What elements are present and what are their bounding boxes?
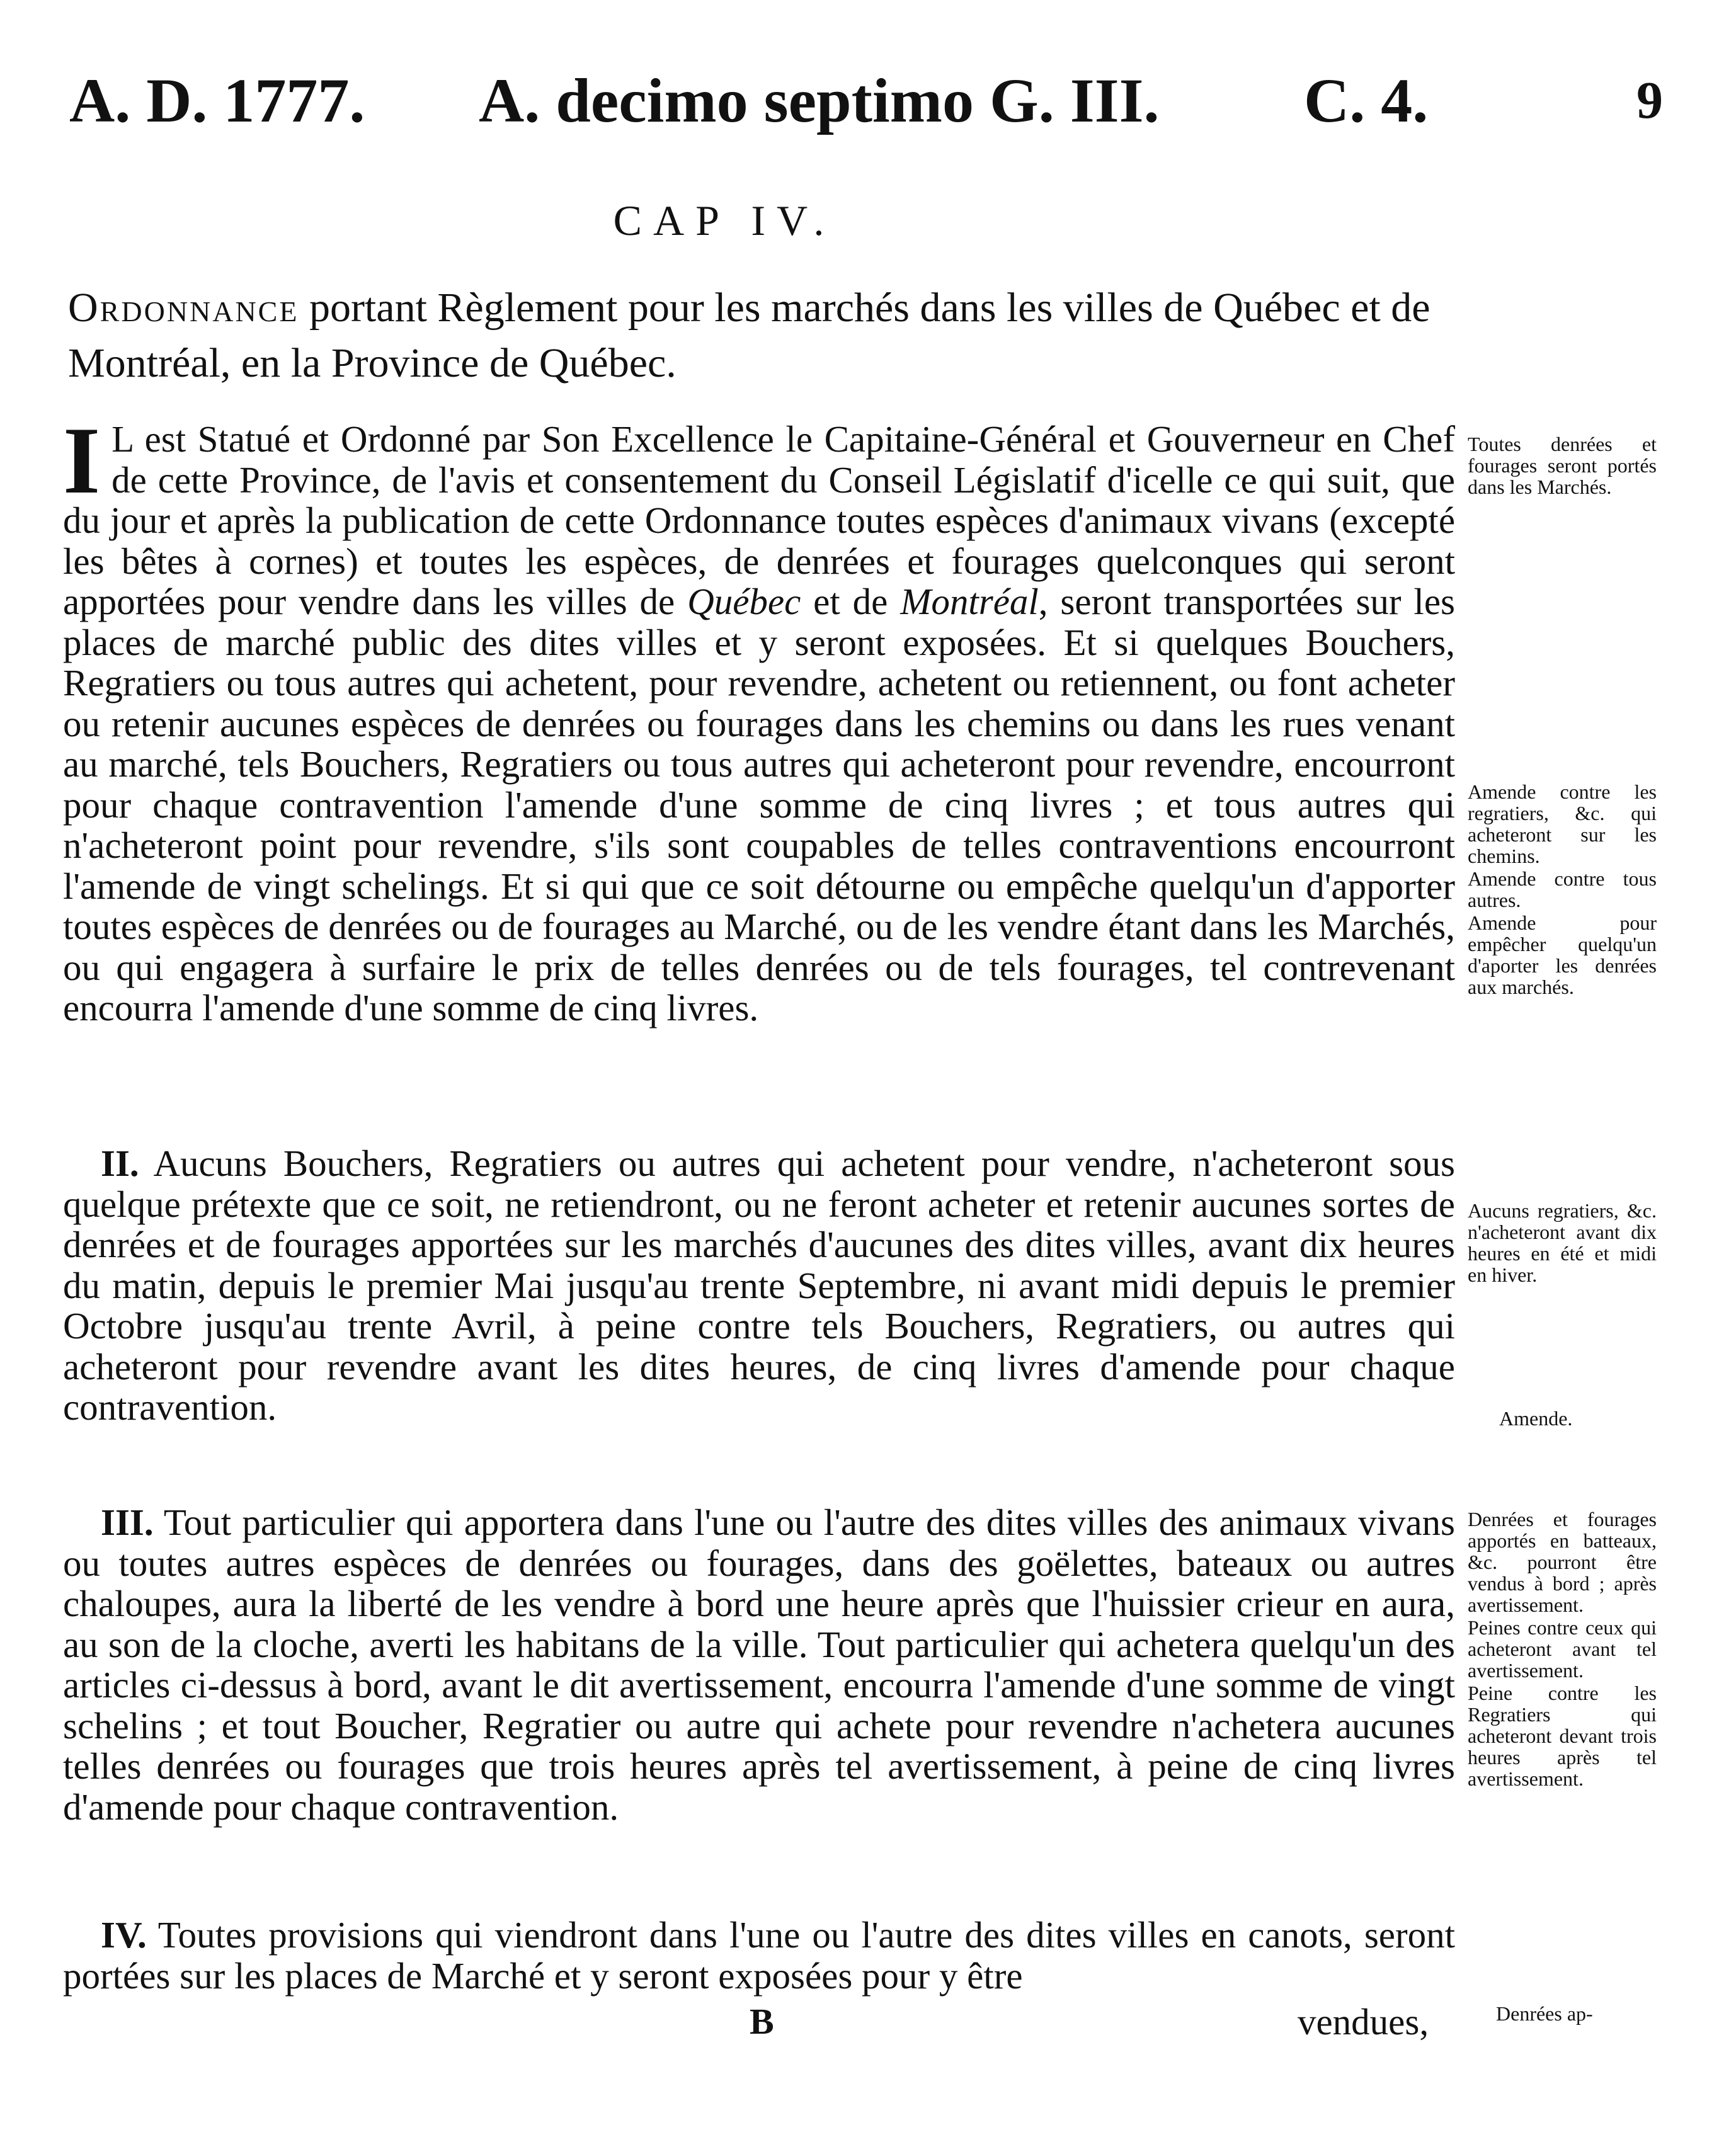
margin-note-text: Amende contre tous autres.	[1468, 867, 1657, 911]
margin-note-text: Peines contre ceux qui acheteront avant tel avertissement.	[1468, 1616, 1657, 1682]
margin-note-markets	[1468, 433, 1657, 499]
running-head-year: A. D. 1777.	[69, 66, 365, 135]
margin-note-fines	[1468, 781, 1657, 999]
article-2	[63, 1143, 1455, 1428]
ordinance-title	[68, 280, 1448, 391]
margin-note-text: Amende.	[1499, 1407, 1573, 1430]
article-1	[63, 407, 1455, 1029]
margin-note-text: Aucuns regratiers, &c. n'acheteront avant dix heures en été et midi en hiver.	[1468, 1199, 1657, 1286]
running-head-regnal-year: A. decimo septimo G. III.	[479, 66, 1160, 135]
margin-note-text: Toutes denrées et fourages seront portés dans les Marchés.	[1468, 433, 1657, 498]
article-1-text-a: L est Statué et Ordonné par Son Excellence le Capitaine-Général et Gouverneur en Chef de cette Province, de l'avis et consentement du Conseil Législatif d'icelle ce qui suit, que du jour et après la publication de cette Ordonnance toutes espèces d'animaux vivans (excepté les bêtes à cornes) et toutes les espèces, de denrées et fourages quelconques qui seront apportées pour vendre dans les villes de	[63, 418, 1455, 622]
drop-cap: I	[63, 407, 101, 513]
article-1-and: et de	[801, 581, 901, 622]
article-4	[63, 1915, 1455, 1996]
margin-note-text: Denrées et fourages apportés en batteaux, &c. pourront être vendus à bord ; après avertissement.	[1468, 1508, 1657, 1616]
article-1-text-b: , seront transportées sur les places de marché public des dites villes et y seront exposées. Et si quelques Bouchers, Regratiers ou tous autres qui achetent, pour revendre, achetent ou retiennent, ou font acheter ou retenir aucunes espèces de denrées ou fourages dans les chemins ou dans les rues venant au marché, tels Bouchers, Regratiers ou tous autres qui acheteront pour revendre, encourront pour chaque contravention l'amende d'une somme de cinq livres ; et tous autres qui n'acheteront point pour revendre, s'ils sont coupables de telles contraventions encourront l'amende de vingt schelings. Et si qui que ce soit détourne ou empêche quelqu'un d'apporter toutes espèces de denrées ou de fourages au Marché, ou de les vendre étant dans les Marchés, ou qui engagera à surfaire le prix de telles denrées ou de tels fourages, tel contrevenant encourra l'amende d'une somme de cinq livres.	[63, 581, 1455, 1029]
margin-note-boats	[1468, 1508, 1657, 1791]
ordinance-title-rest: portant Règlement pour les marchés dans les villes de Québec et de Montréal, en la Province de Québec.	[68, 285, 1430, 386]
margin-note-hours	[1468, 1200, 1657, 1287]
article-4-number: IV.	[101, 1914, 147, 1956]
margin-note-text: Peine contre les Regratiers qui acheteront devant trois heures après tel avertissement.	[1468, 1682, 1657, 1790]
margin-note-text: Amende pour empêcher quelqu'un d'aporter les denrées aux marchés.	[1468, 911, 1657, 998]
article-2-text: Aucuns Bouchers, Regratiers ou autres qui achetent pour vendre, n'acheteront sous quelque prétexte que ce soit, ne retiendront, ou ne feront acheter et retenir aucunes sortes de denrées et de fourages apportées sur les marchés d'aucunes des dites villes, avant dix heures du matin, depuis le premier Mai jusqu'au trente Septembre, ni avant midi depuis le premier Octobre jusqu'au trente Avril, à peine contre tels Bouchers, Regratiers, ou autres qui acheteront pour revendre avant les dites heures, de cinq livres d'amende pour chaque contravention.	[63, 1143, 1455, 1428]
chapter-heading: CAP IV.	[613, 197, 836, 244]
catchword: vendues,	[1298, 2001, 1429, 2043]
margin-note-text: Denrées ap-	[1496, 2002, 1593, 2025]
article-1-city-quebec: Québec	[687, 581, 801, 622]
margin-note-text: Amende contre les regratiers, &c. qui acheteront sur les chemins.	[1468, 780, 1657, 867]
article-1-city-montreal: Montréal	[900, 581, 1039, 622]
signature-mark: B	[750, 2001, 774, 2042]
article-3-text: Tout particulier qui apportera dans l'une ou l'autre des dites villes des animaux vivans ou toutes autres espèces de denrées ou fourages, dans des goëlettes, bateaux ou autres chaloupes, aura la liberté de les vendre à bord une heure après que l'huissier crieur en aura, au son de la cloche, averti les habitans de la ville. Tout particulier qui achetera quelqu'un des articles ci-dessus à bord, avant le dit avertissement, encourra l'amende d'une somme de vingt schelins ; et tout Boucher, Regratier ou autre qui achete pour revendre n'achetera aucunes telles denrées ou fourages que trois heures après tel avertissement, à peine de cinq livres d'amende pour chaque contravention.	[63, 1502, 1455, 1828]
article-2-number: II.	[101, 1143, 139, 1184]
running-head	[69, 57, 1663, 145]
article-3	[63, 1502, 1455, 1827]
margin-note-continued	[1496, 2003, 1685, 2026]
article-3-number: III.	[101, 1502, 154, 1543]
ordinance-title-lead: Ordonnance	[68, 285, 299, 331]
article-4-text: Toutes provisions qui viendront dans l'une ou l'autre des dites villes en canots, seront portées sur les places de Marché et y seront exposées pour y être	[63, 1914, 1456, 1997]
running-head-chapter: C. 4.	[1304, 66, 1429, 135]
margin-note-amende	[1499, 1408, 1688, 1430]
page-number: 9	[1636, 71, 1663, 130]
